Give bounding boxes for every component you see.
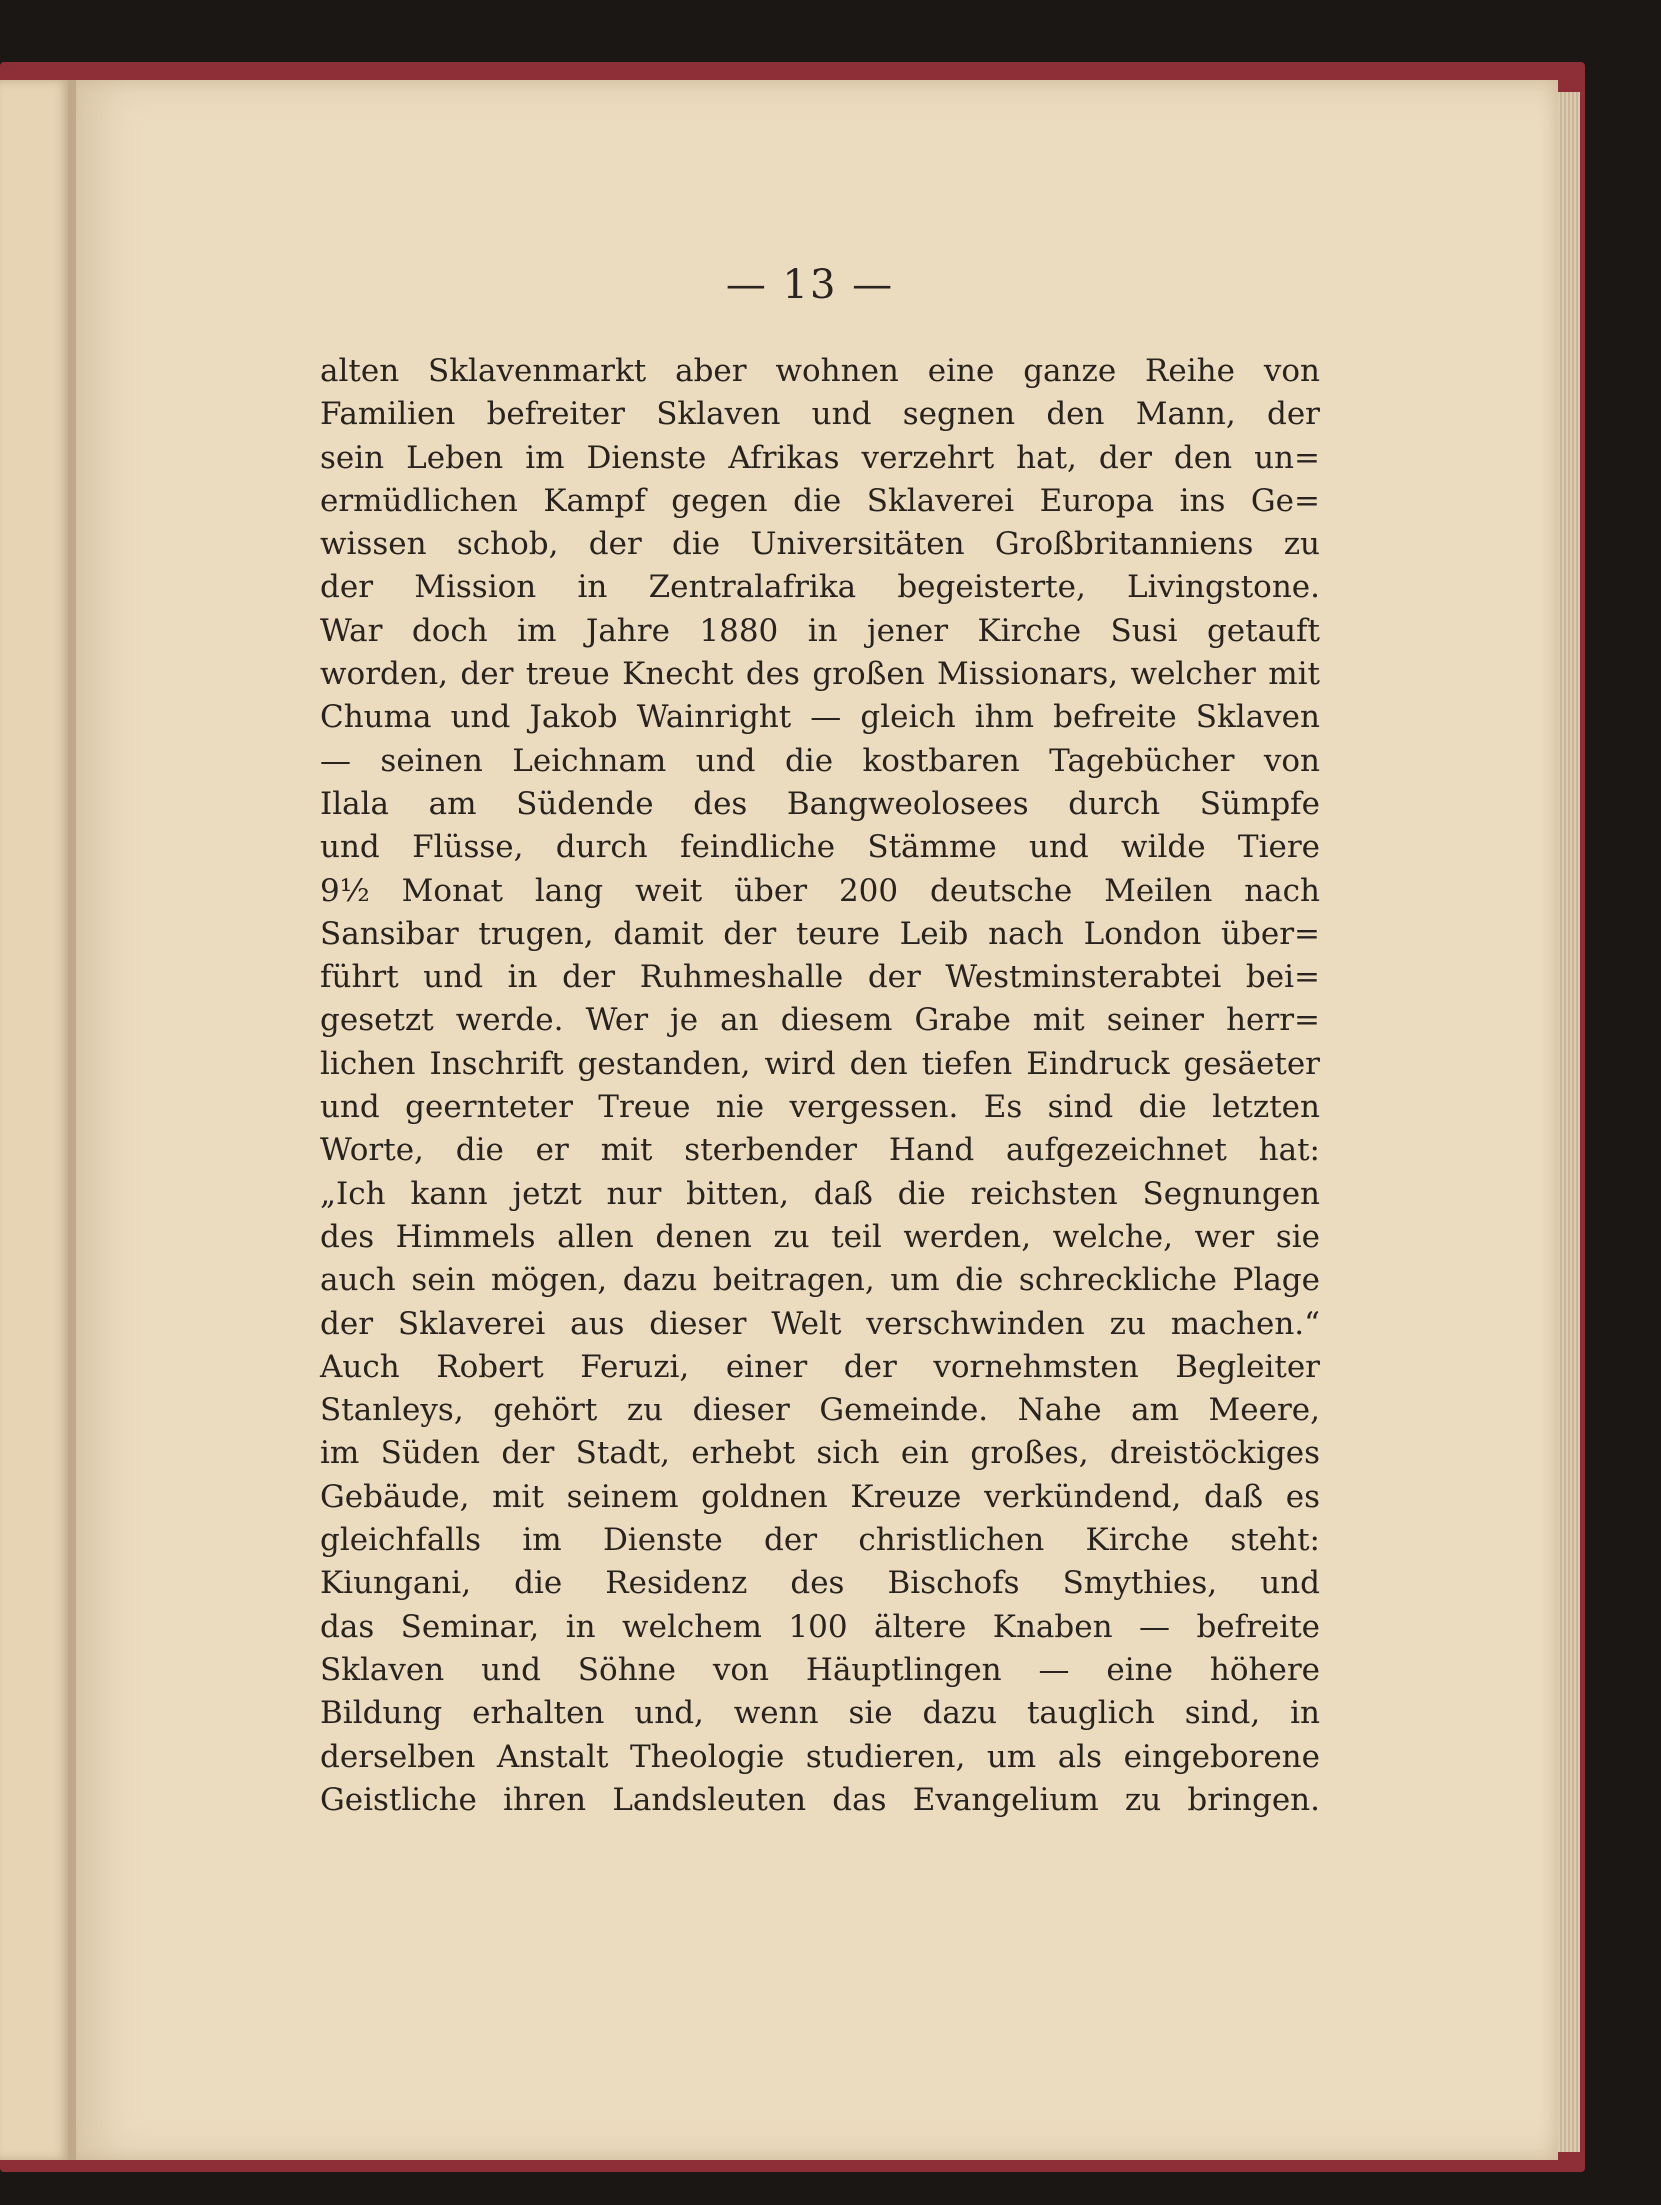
text-line: Sansibar trugen, damit der teure Leib nach London über= [320, 915, 1320, 952]
text-line: Geistliche ihren Landsleuten das Evangelium zu bringen. [320, 1781, 1320, 1818]
text-line: Gebäude, mit seinem goldnen Kreuze verkündend, daß es [320, 1478, 1320, 1515]
text-line: gesetzt werde. Wer je an diesem Grabe mit seiner herr= [320, 1002, 1320, 1039]
text-line: lichen Inschrift gestanden, wird den tiefen Eindruck gesäeter [320, 1045, 1320, 1082]
text-line: der Sklaverei aus dieser Welt verschwinden zu machen.“ [320, 1305, 1320, 1342]
text-line: und geernteter Treue nie vergessen. Es sind die letzten [320, 1089, 1320, 1126]
left-page-edge [0, 80, 70, 2160]
text-line: auch sein mögen, dazu beitragen, um die schreckliche Plage [320, 1262, 1320, 1299]
text-line: führt und in der Ruhmeshalle der Westminsterabtei bei= [320, 959, 1320, 996]
text-line: der Mission in Zentralafrika begeisterte, Livingstone. [320, 569, 1320, 606]
text-line: des Himmels allen denen zu teil werden, welche, wer sie [320, 1218, 1320, 1255]
text-line: Worte, die er mit sterbender Hand aufgezeichnet hat: [320, 1132, 1320, 1169]
text-line: und Flüsse, durch feindliche Stämme und wilde Tiere [320, 829, 1320, 866]
text-line: Sklaven und Söhne von Häuptlingen — eine höhere [320, 1651, 1320, 1688]
text-line: wissen schob, der die Universitäten Großbritanniens zu [320, 526, 1320, 563]
text-line: Auch Robert Feruzi, einer der vornehmsten Begleiter [320, 1348, 1320, 1385]
text-line: War doch im Jahre 1880 in jener Kirche Susi getauft [320, 612, 1320, 649]
text-line: „Ich kann jetzt nur bitten, daß die reichsten Segnungen [320, 1175, 1320, 1212]
book-gutter [68, 80, 76, 2160]
text-line: das Seminar, in welchem 100 ältere Knaben — befreite [320, 1608, 1320, 1645]
text-line: 9½ Monat lang weit über 200 deutsche Meilen nach [320, 872, 1320, 909]
text-line: Bildung erhalten und, wenn sie dazu tauglich sind, in [320, 1695, 1320, 1732]
text-line: gleichfalls im Dienste der christlichen Kirche steht: [320, 1522, 1320, 1559]
text-line: im Süden der Stadt, erhebt sich ein großes, dreistöckiges [320, 1435, 1320, 1472]
text-line: sein Leben im Dienste Afrikas verzehrt hat, der den un= [320, 439, 1320, 476]
page-number: — 13 — [725, 262, 895, 308]
text-line: Ilala am Südende des Bangweolosees durch Sümpfe [320, 785, 1320, 822]
text-line: Kiungani, die Residenz des Bischofs Smythies, und [320, 1565, 1320, 1602]
text-line: Familien befreiter Sklaven und segnen den Mann, der [320, 396, 1320, 433]
text-line: alten Sklavenmarkt aber wohnen eine ganze Reihe von [320, 353, 1320, 389]
page-edges [1558, 92, 1580, 2152]
text-line: derselben Anstalt Theologie studieren, um als eingeborene [320, 1738, 1320, 1775]
text-line: — seinen Leichnam und die kostbaren Tagebücher von [320, 742, 1320, 779]
text-line: worden, der treue Knecht des großen Missionars, welcher mit [320, 656, 1320, 693]
text-line: Stanleys, gehört zu dieser Gemeinde. Nahe am Meere, [320, 1392, 1320, 1429]
body-text [320, 350, 1320, 1822]
text-line: ermüdlichen Kampf gegen die Sklaverei Europa ins Ge= [320, 482, 1320, 519]
text-line: Chuma und Jakob Wainright — gleich ihm befreite Sklaven [320, 699, 1320, 736]
